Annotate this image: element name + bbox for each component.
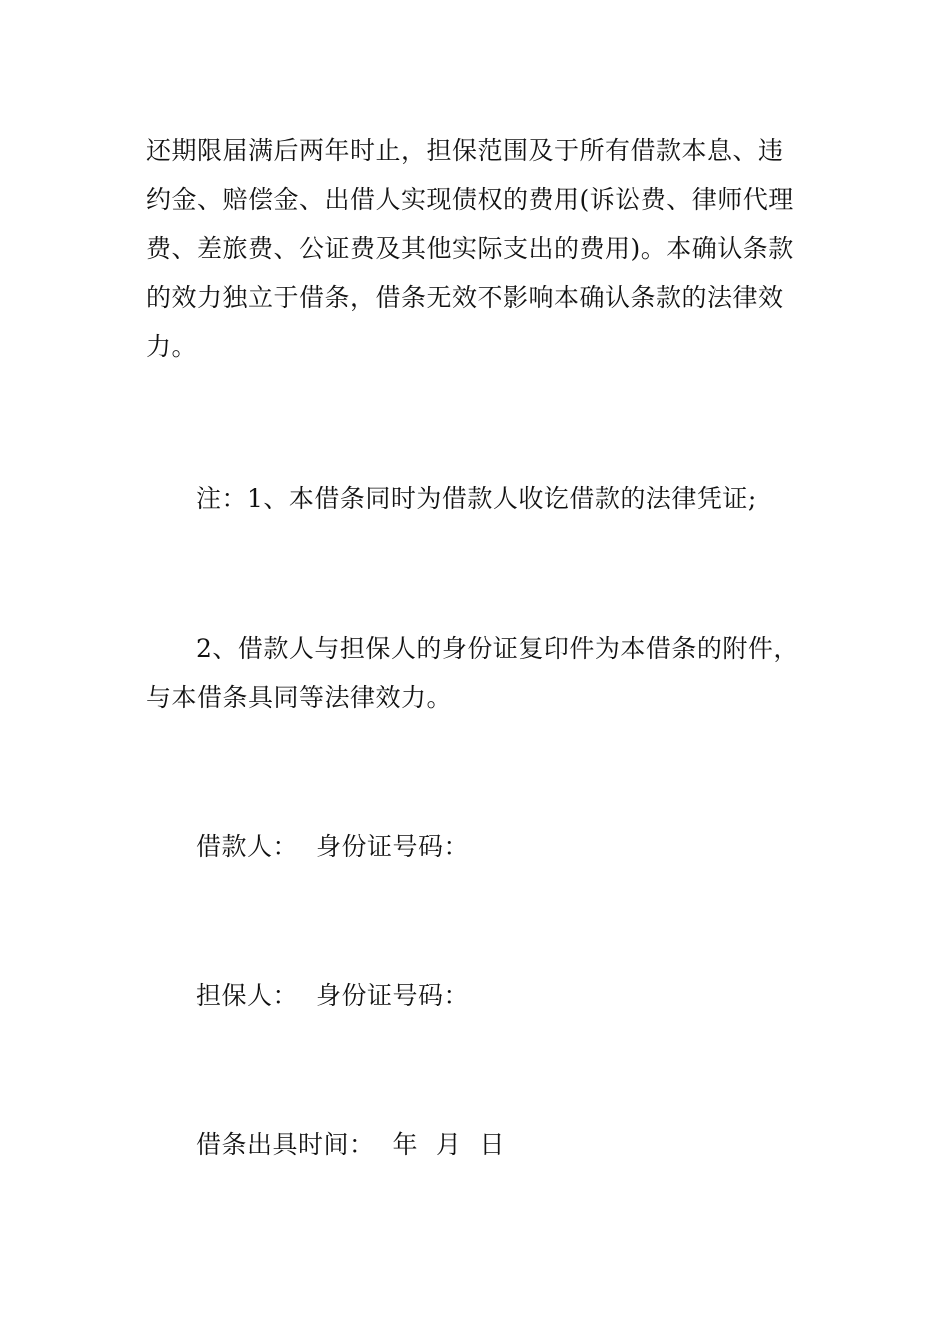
issue-date-line: [196, 1121, 505, 1169]
guarantor-id-label: 身份证号码：: [316, 981, 470, 1010]
borrower-label: 借款人：: [196, 832, 299, 861]
issue-date-label: 借条出具时间：: [196, 1130, 375, 1159]
guarantor-label: 担保人：: [196, 981, 299, 1010]
year-label: 年: [392, 1130, 419, 1159]
note-2-line: 与本借条具同等法律效力。: [146, 683, 453, 712]
paragraph-line: 还期限届满后两年时止，担保范围及于所有借款本息、违: [146, 136, 784, 165]
day-label: 日: [479, 1130, 506, 1159]
borrower-id-label: 身份证号码：: [316, 832, 470, 861]
paragraph-line: 的效力独立于借条，借条无效不影响本确认条款的法律效: [146, 283, 784, 312]
paragraph-line: 约金、赔偿金、出借人实现债权的费用(诉讼费、律师代理: [146, 185, 794, 214]
paragraph-line: 力。: [146, 332, 198, 361]
guarantor-signature-line: [196, 972, 469, 1020]
borrower-signature-line: [196, 823, 469, 871]
paragraph-line: 费、差旅费、公证费及其他实际支出的费用)。本确认条款: [146, 234, 794, 263]
note-2-line: 2、借款人与担保人的身份证复印件为本借条的附件，: [196, 634, 799, 663]
note-1: 注：1、本借条同时为借款人收讫借款的法律凭证;: [196, 484, 757, 513]
month-label: 月: [436, 1130, 462, 1159]
